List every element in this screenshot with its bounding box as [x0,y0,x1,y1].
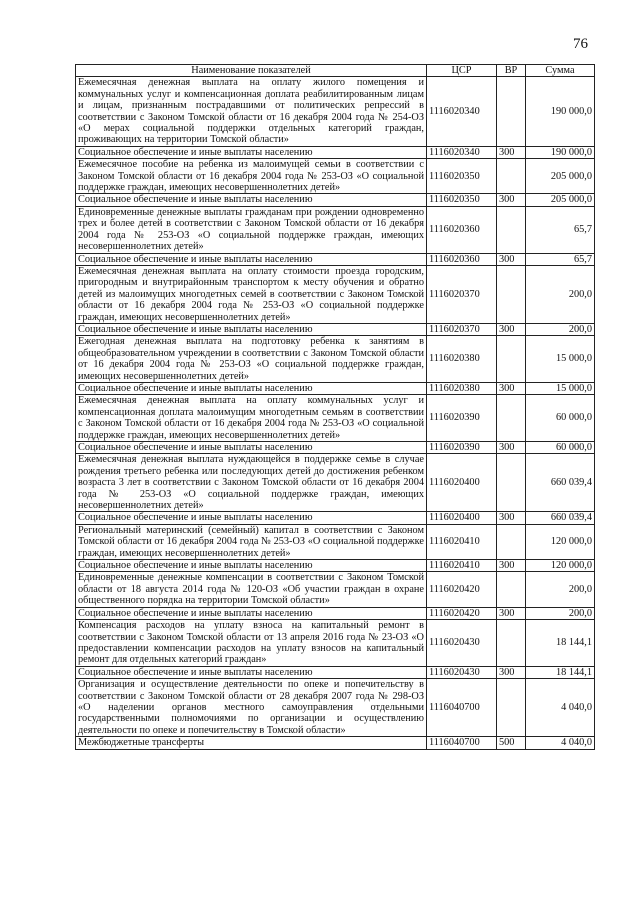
cell-name: Ежемесячная денежная выплата на оплату коммунальных услуг и компенсационная доплата малоимущим многодетным семьям в соответствии с Законом Томской области от 16 декабря 2004 года № 253-ОЗ «О социальной поддержке граждан, имеющих несовершеннолетних детей» [76,395,427,442]
table-row [76,336,595,383]
table-body [76,77,595,749]
table-row [76,206,595,253]
cell-csr: 1116020380 [427,336,497,383]
budget-table [75,64,595,750]
cell-vr: 300 [497,194,526,206]
table-row [76,620,595,667]
table-row [76,146,595,158]
cell-csr: 1116020360 [427,206,497,253]
cell-sum: 15 000,0 [526,336,595,383]
table-row [76,77,595,146]
table-header-row [76,65,595,77]
cell-sum: 65,7 [526,206,595,253]
cell-name: Региональный материнский (семейный) капитал в соответствии с Законом Томской области от 16 декабря 2004 года № 253-ОЗ «О социальной поддержке граждан, имеющих несовершеннолетних детей» [76,524,427,559]
cell-sum: 15 000,0 [526,382,595,394]
cell-vr: 300 [497,253,526,265]
table-row [76,524,595,559]
cell-csr: 1116020420 [427,607,497,619]
cell-csr: 1116020370 [427,265,497,323]
cell-name: Социальное обеспечение и иные выплаты населению [76,560,427,572]
table-row [76,666,595,678]
cell-name: Социальное обеспечение и иные выплаты населению [76,253,427,265]
cell-sum: 190 000,0 [526,77,595,146]
cell-csr: 1116020400 [427,512,497,524]
cell-sum: 4 040,0 [526,679,595,737]
table-row [76,194,595,206]
cell-vr: 300 [497,146,526,158]
cell-csr: 1116020390 [427,395,497,442]
cell-name: Ежемесячная денежная выплата на оплату жилого помещения и коммунальных услуг и компенсационная доплата реабилитированным лицам и лицам, признанным пострадавшими от политических репрессий в соответствии с Законом Томской области от 16 декабря 2004 года № 254-ОЗ «О мерах социальной поддержки отдельных категорий граждан, проживающих на территории Томской области» [76,77,427,146]
cell-name: Единовременные денежные выплаты гражданам при рождении одновременно трех и более детей в соответствии с Законом Томской области от 16 декабря 2004 года № 253-ОЗ «О социальной поддержке граждан, имеющих несовершеннолетних детей» [76,206,427,253]
table-row [76,265,595,323]
table-row [76,454,595,512]
column-header-vr: ВР [497,65,526,77]
cell-vr: 300 [497,512,526,524]
cell-sum: 18 144,1 [526,620,595,667]
cell-name: Единовременные денежные компенсации в соответствии с Законом Томской области от 18 августа 2014 года № 120-ОЗ «Об участии граждан в охране общественного порядка на территории Томской области» [76,572,427,607]
table-row [76,382,595,394]
table-row [76,737,595,749]
cell-sum: 200,0 [526,323,595,335]
cell-sum: 120 000,0 [526,524,595,559]
cell-sum: 60 000,0 [526,395,595,442]
cell-sum: 200,0 [526,265,595,323]
cell-csr: 1116040700 [427,679,497,737]
cell-csr: 1116020340 [427,77,497,146]
cell-vr: 300 [497,442,526,454]
cell-vr [497,77,526,146]
cell-csr: 1116020400 [427,454,497,512]
cell-vr [497,159,526,194]
cell-csr: 1116020370 [427,323,497,335]
table-row [76,607,595,619]
cell-vr [497,454,526,512]
cell-name: Социальное обеспечение и иные выплаты населению [76,607,427,619]
cell-name: Социальное обеспечение и иные выплаты населению [76,194,427,206]
cell-name: Социальное обеспечение и иные выплаты населению [76,146,427,158]
cell-csr: 1116020390 [427,442,497,454]
column-header-csr: ЦСР [427,65,497,77]
cell-sum: 4 040,0 [526,737,595,749]
cell-name: Организация и осуществление деятельности по опеке и попечительству в соответствии с Законом Томской области от 28 декабря 2007 года № 298-ОЗ «О наделении органов местного самоуправления отдельными государственными полномочиями по организации и осуществлению деятельности по опеке и попечительству в Томской области» [76,679,427,737]
cell-sum: 660 039,4 [526,454,595,512]
cell-sum: 205 000,0 [526,159,595,194]
cell-vr: 300 [497,382,526,394]
cell-csr: 1116040700 [427,737,497,749]
cell-name: Социальное обеспечение и иные выплаты населению [76,666,427,678]
table-row [76,679,595,737]
cell-vr: 300 [497,666,526,678]
cell-vr: 300 [497,323,526,335]
table-row [76,512,595,524]
cell-csr: 1116020360 [427,253,497,265]
cell-csr: 1116020350 [427,159,497,194]
cell-vr: 300 [497,560,526,572]
cell-vr [497,265,526,323]
cell-csr: 1116020430 [427,666,497,678]
cell-vr [497,206,526,253]
cell-sum: 60 000,0 [526,442,595,454]
cell-vr [497,336,526,383]
table-row [76,395,595,442]
cell-sum: 190 000,0 [526,146,595,158]
cell-name: Компенсация расходов на уплату взноса на капитальный ремонт в соответствии с Законом Томской области от 13 апреля 2016 года № 23-ОЗ «О предоставлении компенсации расходов на уплату взносов на капитальный ремонт для отдельных категорий граждан» [76,620,427,667]
cell-vr [497,524,526,559]
cell-name: Ежемесячная денежная выплата нуждающейся в поддержке семье в случае рождения третьего ребенка или последующих детей до достижения ребенком возраста 3 лет в соответствии с Законом Томской области от 16 декабря 2004 года № 253-ОЗ «О социальной поддержке граждан, имеющих несовершеннолетних детей» [76,454,427,512]
cell-sum: 205 000,0 [526,194,595,206]
table-row [76,572,595,607]
cell-name: Социальное обеспечение и иные выплаты населению [76,442,427,454]
page-number: 76 [573,36,588,52]
cell-name: Социальное обеспечение и иные выплаты населению [76,382,427,394]
cell-csr: 1116020340 [427,146,497,158]
cell-sum: 200,0 [526,607,595,619]
cell-vr [497,679,526,737]
column-header-name: Наименование показателей [76,65,427,77]
cell-name: Социальное обеспечение и иные выплаты населению [76,323,427,335]
cell-csr: 1116020410 [427,560,497,572]
column-header-sum: Сумма [526,65,595,77]
cell-sum: 200,0 [526,572,595,607]
cell-sum: 660 039,4 [526,512,595,524]
cell-name: Межбюджетные трансферты [76,737,427,749]
cell-csr: 1116020430 [427,620,497,667]
cell-vr: 500 [497,737,526,749]
cell-sum: 120 000,0 [526,560,595,572]
cell-sum: 18 144,1 [526,666,595,678]
cell-vr [497,572,526,607]
table-row [76,560,595,572]
cell-name: Ежемесячное пособие на ребенка из малоимущей семьи в соответствии с Законом Томской области от 16 декабря 2004 года № 253-ОЗ «О социальной поддержке граждан, имеющих несовершеннолетних детей» [76,159,427,194]
table-row [76,159,595,194]
cell-csr: 1116020410 [427,524,497,559]
table-row [76,323,595,335]
cell-name: Социальное обеспечение и иные выплаты населению [76,512,427,524]
cell-csr: 1116020420 [427,572,497,607]
cell-name: Ежегодная денежная выплата на подготовку ребенка к занятиям в общеобразовательном учреждении в соответствии с Законом Томской области от 16 декабря 2004 года № 253-ОЗ «О социальной поддержке граждан, имеющих несовершеннолетних детей» [76,336,427,383]
cell-name: Ежемесячная денежная выплата на оплату стоимости проезда городским, пригородным и внутрирайонным транспортом к месту обучения и обратно детей из малоимущих многодетных семей в соответствии с Законом Томской области от 16 декабря 2004 года № 253-ОЗ «О социальной поддержке граждан, имеющих несовершеннолетних детей» [76,265,427,323]
cell-vr: 300 [497,607,526,619]
cell-vr [497,620,526,667]
cell-csr: 1116020350 [427,194,497,206]
cell-sum: 65,7 [526,253,595,265]
cell-csr: 1116020380 [427,382,497,394]
cell-vr [497,395,526,442]
table-row [76,442,595,454]
table-row [76,253,595,265]
